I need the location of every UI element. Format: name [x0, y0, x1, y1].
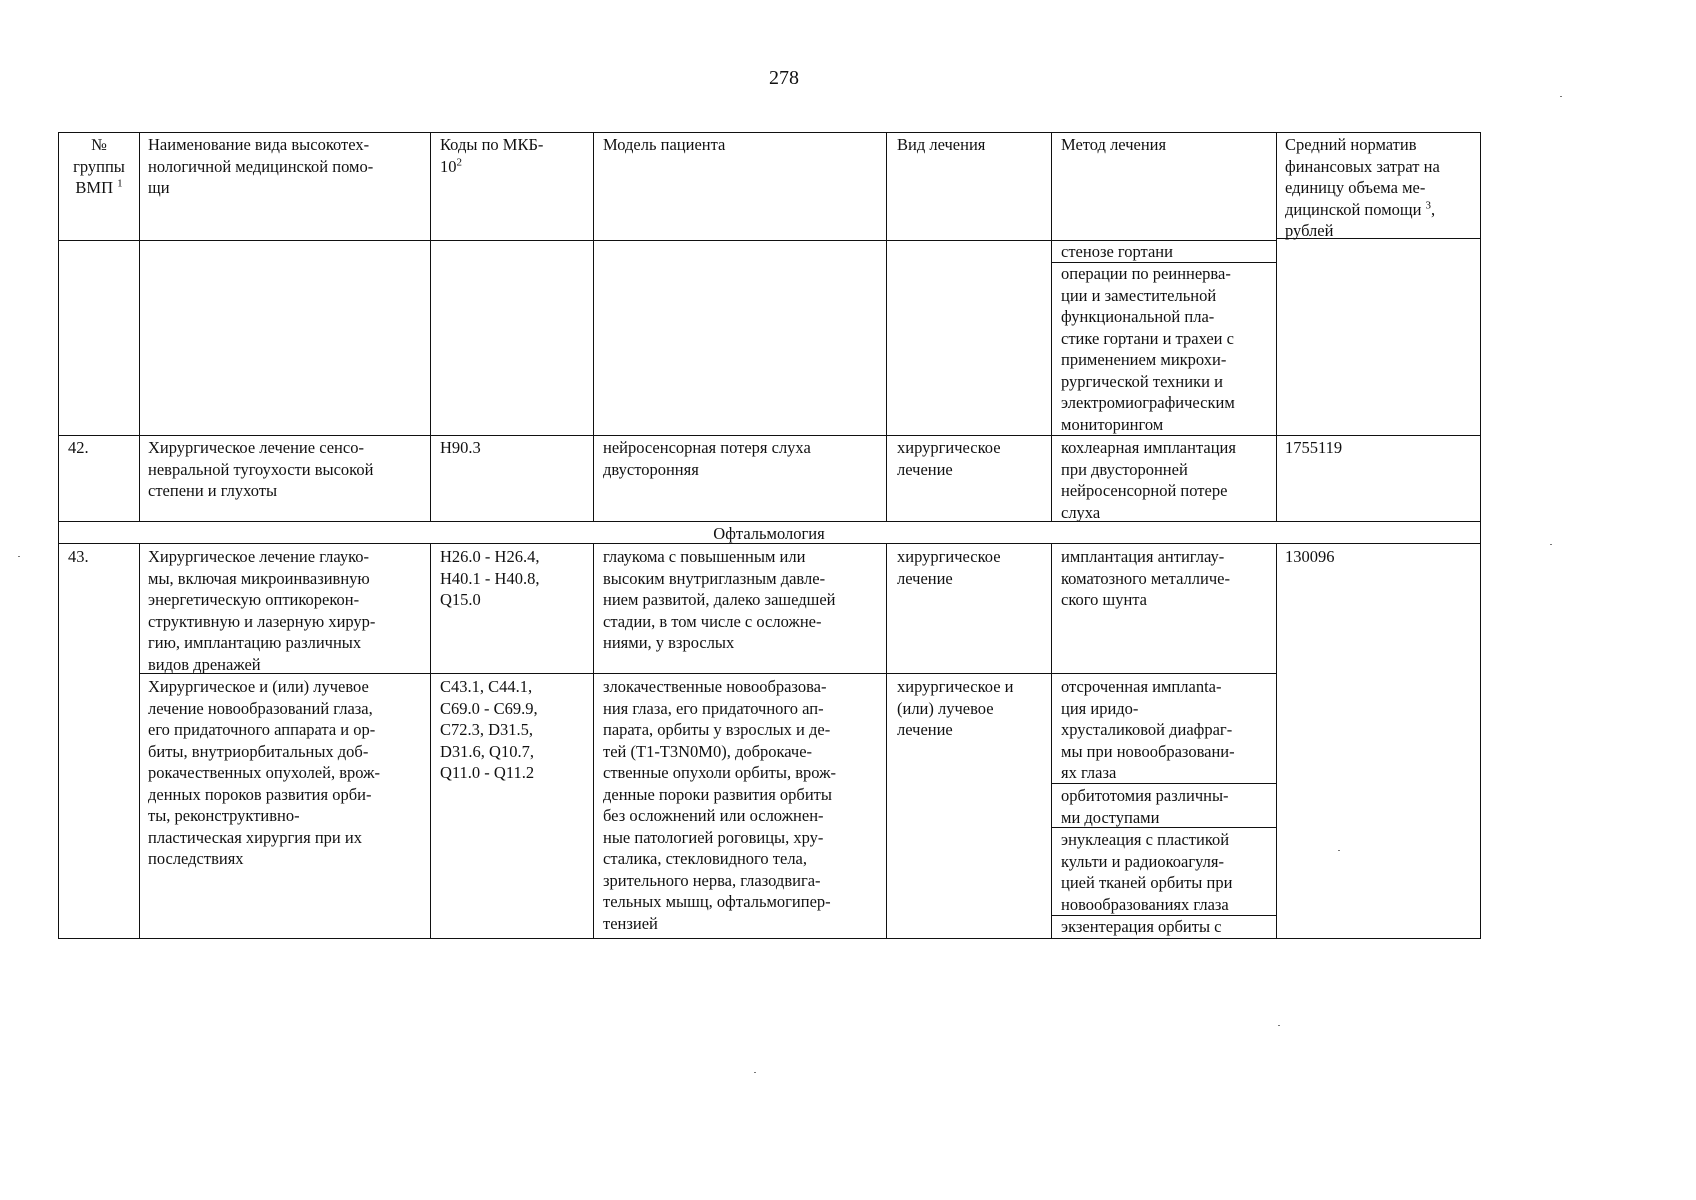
- header-treatment-method: Метод лечения: [1061, 135, 1167, 154]
- col-divider-1-row43: [139, 543, 140, 938]
- col-divider-5: [1051, 132, 1052, 521]
- continuation-bottom-line: [58, 435, 1480, 436]
- section-title: Офтальмология: [713, 524, 825, 543]
- col-divider-4-row43: [886, 543, 887, 938]
- header-cost-standard-unit: , рублей: [1285, 199, 1436, 240]
- scan-speck: [754, 1072, 756, 1073]
- row-42-name: Хирургическое лечение сенсо- невральной тугоухости высокой степени и глухоты: [148, 438, 374, 500]
- footnote-marker-2: 2: [456, 156, 462, 168]
- row-43b-codes: C43.1, C44.1, C69.0 - C69.9, C72.3, D31.5, D31.6, Q10.7, Q11.0 - Q11.2: [440, 677, 538, 782]
- row-43b-model: злокачественные новообразова- ния глаза, его придаточного ап- парата, орбиты у взрослых и де- тей (T1-T3N0M0), доброкаче- ственные опухоли орбиты, врож- денные пороки развития орбиты без осложнений или осложнен- ные патологией роговицы, хру- сталика, стекловидного тела, зрительного нерва, глазодвига- тельных мышц, офтальмогипер- тензией: [603, 677, 836, 933]
- col-border-right: [1480, 132, 1481, 939]
- col-divider-6: [1276, 132, 1277, 521]
- row-43a-treatment: хирургическое лечение: [897, 547, 1001, 588]
- row-43a-method: имплантация антиглау- коматозного металличе- ского шунта: [1061, 547, 1230, 609]
- row-43b-method-2: орбитотомия различны- ми доступами: [1061, 786, 1229, 827]
- row-42-no: 42.: [68, 438, 89, 457]
- row-43a-name: Хирургическое лечение глауко- мы, включая микроинвазивную энергетическую оптикорекон- структивную и лазерную хирур- гию, имплантацию различных видов дренажей: [148, 547, 376, 674]
- header-icd-codes-text: Коды по МКБ- 10: [440, 135, 544, 176]
- header-patient-model: Модель пациента: [603, 135, 726, 154]
- header-name: Наименование вида высокотех- нологичной медицинской помо- щи: [148, 135, 374, 197]
- row-42-cost: 1755119: [1285, 438, 1343, 457]
- row-43a-model: глаукома с повышенным или высоким внутриглазным давле- нием развитой, далеко зашедшей стадии, в том числе с осложне- ниями, у взрослых: [603, 547, 836, 652]
- scan-speck: [1560, 96, 1562, 97]
- col-divider-3: [593, 132, 594, 521]
- header-treatment-type: Вид лечения: [897, 135, 986, 154]
- col-divider-2: [430, 132, 431, 521]
- continuation-method-2: операции по реиннерва- ции и заместительной функциональной пла- стике гортани и трахеи с применением микрохи- рургической техники и электромиографическим мониторингом: [1061, 264, 1235, 434]
- row-43b-method-1: отсроченная имплanta- ция иридо- хрусталиковой диафраг- мы при новообразовани- ях глаза: [1061, 677, 1235, 782]
- row-42-model: нейросенсорная потеря слуха двусторонняя: [603, 438, 811, 479]
- continuation-method-1: стенозе гортани: [1061, 242, 1173, 261]
- row-42-treatment: хирургическое лечение: [897, 438, 1001, 479]
- col-divider-1: [139, 132, 140, 521]
- row-42-codes: H90.3: [440, 438, 481, 457]
- col-divider-3-row43: [593, 543, 594, 938]
- col-divider-6-row43: [1276, 543, 1277, 938]
- scan-speck: [1278, 1025, 1280, 1026]
- header-cost-standard: [1285, 134, 1477, 242]
- row-43-cost: 130096: [1285, 547, 1335, 566]
- row-42-method: кохлеарная имплантация при двусторонней нейросенсорной потере слуха: [1061, 438, 1236, 522]
- row-43b-name: Хирургическое и (или) лучевое лечение новообразований глаза, его придаточного аппарата и ор- биты, внутриорбитальных доб- рокачественных опухолей, врож- денных пороков развития орби- ты, реконструктивно- пластическая хирургия при их последствиях: [148, 677, 381, 868]
- footnote-marker-1: 1: [117, 177, 123, 190]
- row-43a-codes: H26.0 - H26.4, H40.1 - H40.8, Q15.0: [440, 547, 540, 609]
- row-43b-method-3: энуклеация с пластикой культи и радиокоагуля- цией тканей орбиты при новообразованиях глаза: [1061, 830, 1233, 914]
- header-cost-standard-text: Средний норматив финансовых затрат на единицу объема ме- дицинской помощи: [1285, 135, 1440, 219]
- table-bottom-border: [58, 938, 1480, 939]
- page-number: 278: [769, 67, 799, 89]
- row-43b-method-4: экзентерация орбиты с: [1061, 917, 1222, 936]
- col-divider-4: [886, 132, 887, 521]
- scan-speck: [18, 556, 20, 557]
- table-top-border: [58, 132, 1480, 133]
- footnote-marker-3: 3: [1425, 199, 1432, 211]
- row-43-no: 43.: [68, 547, 89, 566]
- row-43b-treatment: хирургическое и (или) лучевое лечение: [897, 677, 1014, 739]
- header-group-no: [60, 134, 138, 199]
- scan-speck: [1338, 850, 1340, 851]
- header-icd-codes: [440, 134, 590, 177]
- header-group-no-text: № группы ВМП: [73, 135, 125, 197]
- scan-speck: [1550, 544, 1552, 545]
- col-divider-5-row43: [1051, 543, 1052, 938]
- col-divider-2-row43: [430, 543, 431, 938]
